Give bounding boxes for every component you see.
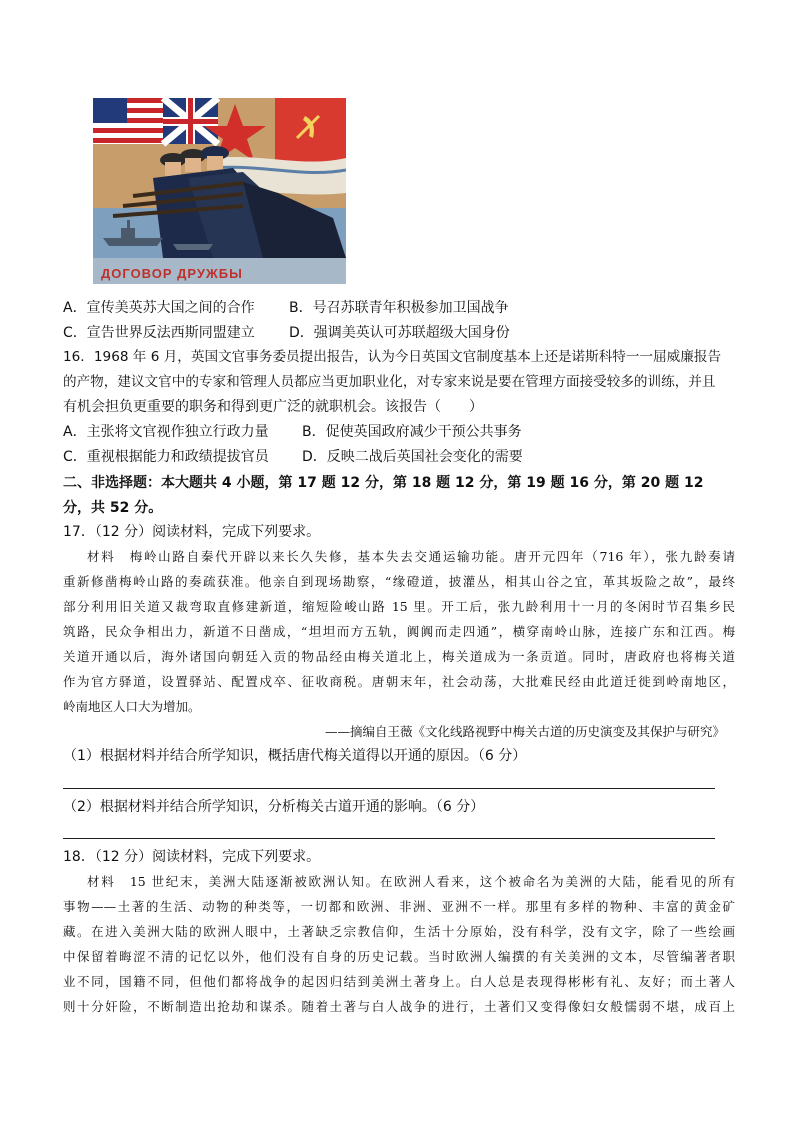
- section-2-heading-line-2: 分，共 52 分。: [63, 500, 163, 516]
- q16-option-d: D．反映二战后英国社会变化的需要: [302, 449, 523, 465]
- poster-caption: ДОГОВОР ДРУЖБЫ: [101, 266, 243, 281]
- q15-option-a: A．宣传美英苏大国之间的合作: [63, 300, 255, 316]
- q18-material-line-2: 事物——土著的生活、动物的种类等，一切都和欧洲、非洲、亚洲不一样。那里有多样的物种、丰富的黄金矿: [63, 899, 735, 914]
- us-flag: [93, 98, 173, 144]
- q15-option-b: B．号召苏联青年积极参加卫国战争: [289, 300, 509, 316]
- q17-material-line-5: 关道开通以后，海外诸国向朝廷入贡的物品经由梅关道北上，梅关道成为一条贡道。同时，唐政府也将梅关道: [63, 649, 735, 664]
- q17-heading: 17．（12 分）阅读材料，完成下列要求。: [63, 524, 321, 540]
- q18-material-line-1: 材料 15 世纪末，美洲大陆逐渐被欧洲认知。在欧洲人看来，这个被命名为美洲的大陆，能看见的所有: [87, 874, 735, 889]
- soviet-poster-image: [93, 98, 346, 284]
- q17-material-line-3: 部分利用旧关道又裁弯取直修建新道，缩短险峻山路 15 里。开工后，张九龄利用十一月的冬闲时节召集乡民: [63, 599, 735, 614]
- q16-option-c: C．重视根据能力和政绩提拔官员: [63, 449, 269, 465]
- q18-material-line-4: 中保留着晦涩不清的记忆以外，他们没有自身的历史记载。当时欧洲人编撰的有关美洲的文本，尽管编著者职: [63, 949, 735, 964]
- section-2-heading-line-1: 二、非选择题：本大题共 4 小题，第 17 题 12 分，第 18 题 12 分，第 19 题 16 分，第 20 题 12: [63, 475, 704, 491]
- q15-option-c: C．宣告世界反法西斯同盟建立: [63, 325, 255, 341]
- q17-material-line-7: 岭南地区人口大为增加。: [63, 699, 201, 714]
- q17-subquestion-1: （1）根据材料并结合所学知识，概括唐代梅关道得以开通的原因。（6 分）: [63, 748, 527, 764]
- q17-subquestion-2: （2）根据材料并结合所学知识，分析梅关古道开通的影响。（6 分）: [63, 799, 485, 815]
- q15-option-d: D．强调美英认可苏联超级大国身份: [289, 325, 510, 341]
- q16-option-b: B．促使英国政府减少干预公共事务: [302, 424, 522, 440]
- q17-material-line-6: 作为官方驿道，设置驿站、配置戍卒、征收商税。唐朝末年，社会动荡，大批难民经由此道迁徙到岭南地区，: [63, 674, 735, 689]
- q17-material-line-2: 重新修凿梅岭山路的奏疏获准。他亲自到现场勘察，“缘磴道，披灌丛，相其山谷之宜，革其坂险之故”，最终: [63, 574, 735, 589]
- q16-stem-line-1: 16．1968 年 6 月，英国文官事务委员提出报告，认为今日英国文官制度基本上还是诺斯科特一一屈威廉报告: [63, 349, 722, 365]
- q16-stem-line-3: 有机会担负更重要的职务和得到更广泛的就职机会。该报告（ ）: [63, 399, 483, 415]
- uk-flag: [163, 98, 218, 144]
- q17-citation: ——摘编自王薇《文化线路视野中梅关古道的历史演变及其保护与研究》: [324, 724, 725, 739]
- q17-answer-line-2[interactable]: [63, 838, 715, 839]
- q17-material-line-4: 筑路，民众争相出力，新道不日凿成，“坦坦而方五轨，阗阗而走四通”，横穿南岭山脉，连接广东和江西。梅: [63, 624, 735, 639]
- q18-material-line-3: 藏。在进入美洲大陆的欧洲人眼中，土著缺乏宗教信仰，生活十分原始，没有科学，没有文字，除了一些绘画: [63, 924, 735, 939]
- poster-illustration: [93, 98, 346, 284]
- q18-material-line-6: 则十分奸险，不断制造出抢劫和谋杀。随着土著与白人战争的进行，土著们又变得像妇女般懦弱不堪，成百上: [63, 999, 735, 1014]
- q17-material-line-1: 材料 梅岭山路自秦代开辟以来长久失修，基本失去交通运输功能。唐开元四年（716 年），张九龄奏请: [87, 549, 735, 564]
- q17-answer-line-1[interactable]: [63, 788, 715, 789]
- q16-stem-line-2: 的产物，建议文官中的专家和管理人员都应当更加职业化，对专家来说是要在管理方面接受较多的训练，并且: [63, 374, 716, 390]
- q18-material-line-5: 业不同，国籍不同，但他们都将战争的起因归结到美洲土著身上。白人总是表现得彬彬有礼、友好；而土著人: [63, 974, 735, 989]
- q16-option-a: A．主张将文官视作独立行政力量: [63, 424, 269, 440]
- q18-heading: 18．（12 分）阅读材料，完成下列要求。: [63, 849, 321, 865]
